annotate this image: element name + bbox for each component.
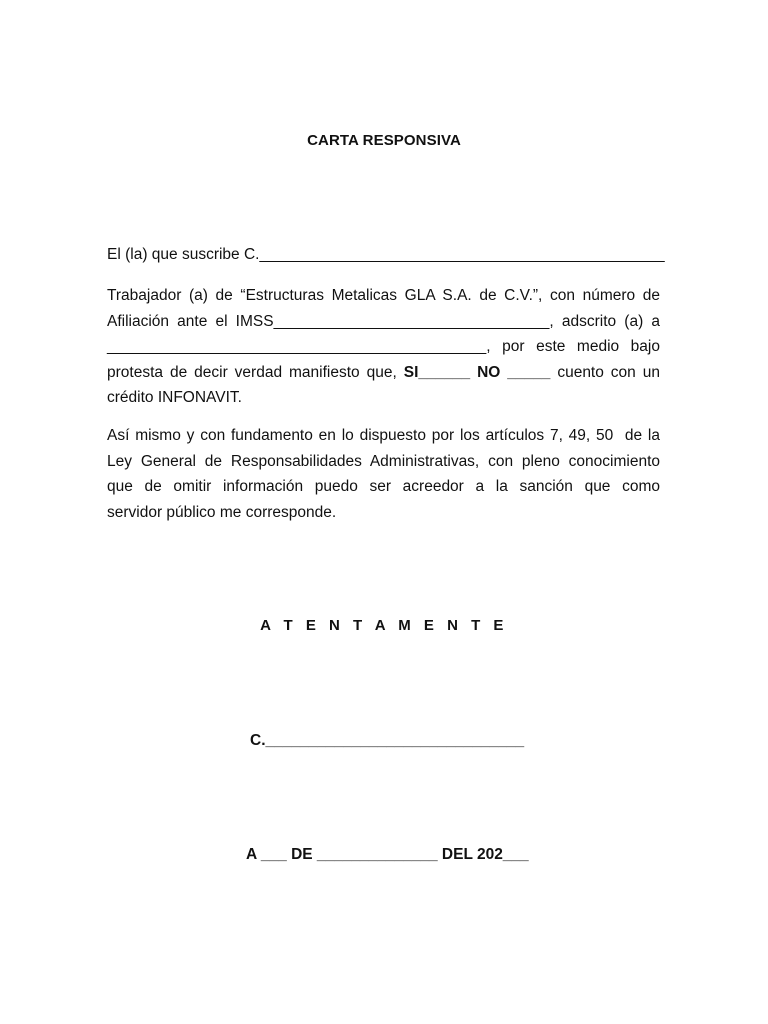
paragraph-employment-row-4: [107, 360, 660, 386]
paragraph-employment-row-3: [107, 334, 660, 360]
paragraph-text: crédito INFONAVIT.: [107, 389, 242, 406]
paragraph-legal: [107, 423, 660, 525]
paragraph-employment-row-2: [107, 309, 660, 335]
paragraph-text: servidor público me corresponde.: [107, 503, 337, 521]
paragraph-text: ____________________________________________, por este medio bajo: [107, 338, 660, 355]
paragraph-employment-row-5: [107, 385, 660, 411]
paragraph-legal-row-1: [107, 423, 660, 449]
closing-heading: A T E N T A M E N T E: [260, 617, 508, 634]
subscriber-line: El (la) que suscribe C._______________________________________________: [107, 246, 665, 263]
signature-line: C.______________________________: [250, 732, 525, 749]
paragraph-legal-row-3: [107, 474, 660, 500]
no-option: NO _____: [477, 363, 551, 381]
paragraph-text: cuento con un: [550, 363, 660, 381]
paragraph-legal-row-4: [107, 500, 660, 526]
paragraph-text: Así mismo y con fundamento en lo dispuesto por los artículos 7, 49, 50 de la: [107, 427, 660, 444]
paragraph-text: Trabajador (a) de “Estructuras Metalicas GLA S.A. de C.V.”, con número de: [107, 287, 660, 304]
paragraph-text: Afiliación ante el IMSS________________________________, adscrito (a) a: [107, 312, 660, 330]
date-line: A ___ DE ______________ DEL 202___: [246, 846, 529, 863]
si-option: SI______: [403, 363, 471, 381]
paragraph-employment: [107, 283, 660, 411]
paragraph-legal-row-2: [107, 449, 660, 475]
document-title: CARTA RESPONSIVA: [307, 132, 461, 149]
paragraph-employment-row-1: [107, 283, 660, 309]
paragraph-text: que de omitir información puedo ser acreedor a la sanción que como: [107, 478, 660, 495]
paragraph-text: protesta de decir verdad manifiesto que,: [107, 363, 404, 381]
paragraph-text: Ley General de Responsabilidades Administrativas, con pleno conocimiento: [107, 452, 660, 470]
